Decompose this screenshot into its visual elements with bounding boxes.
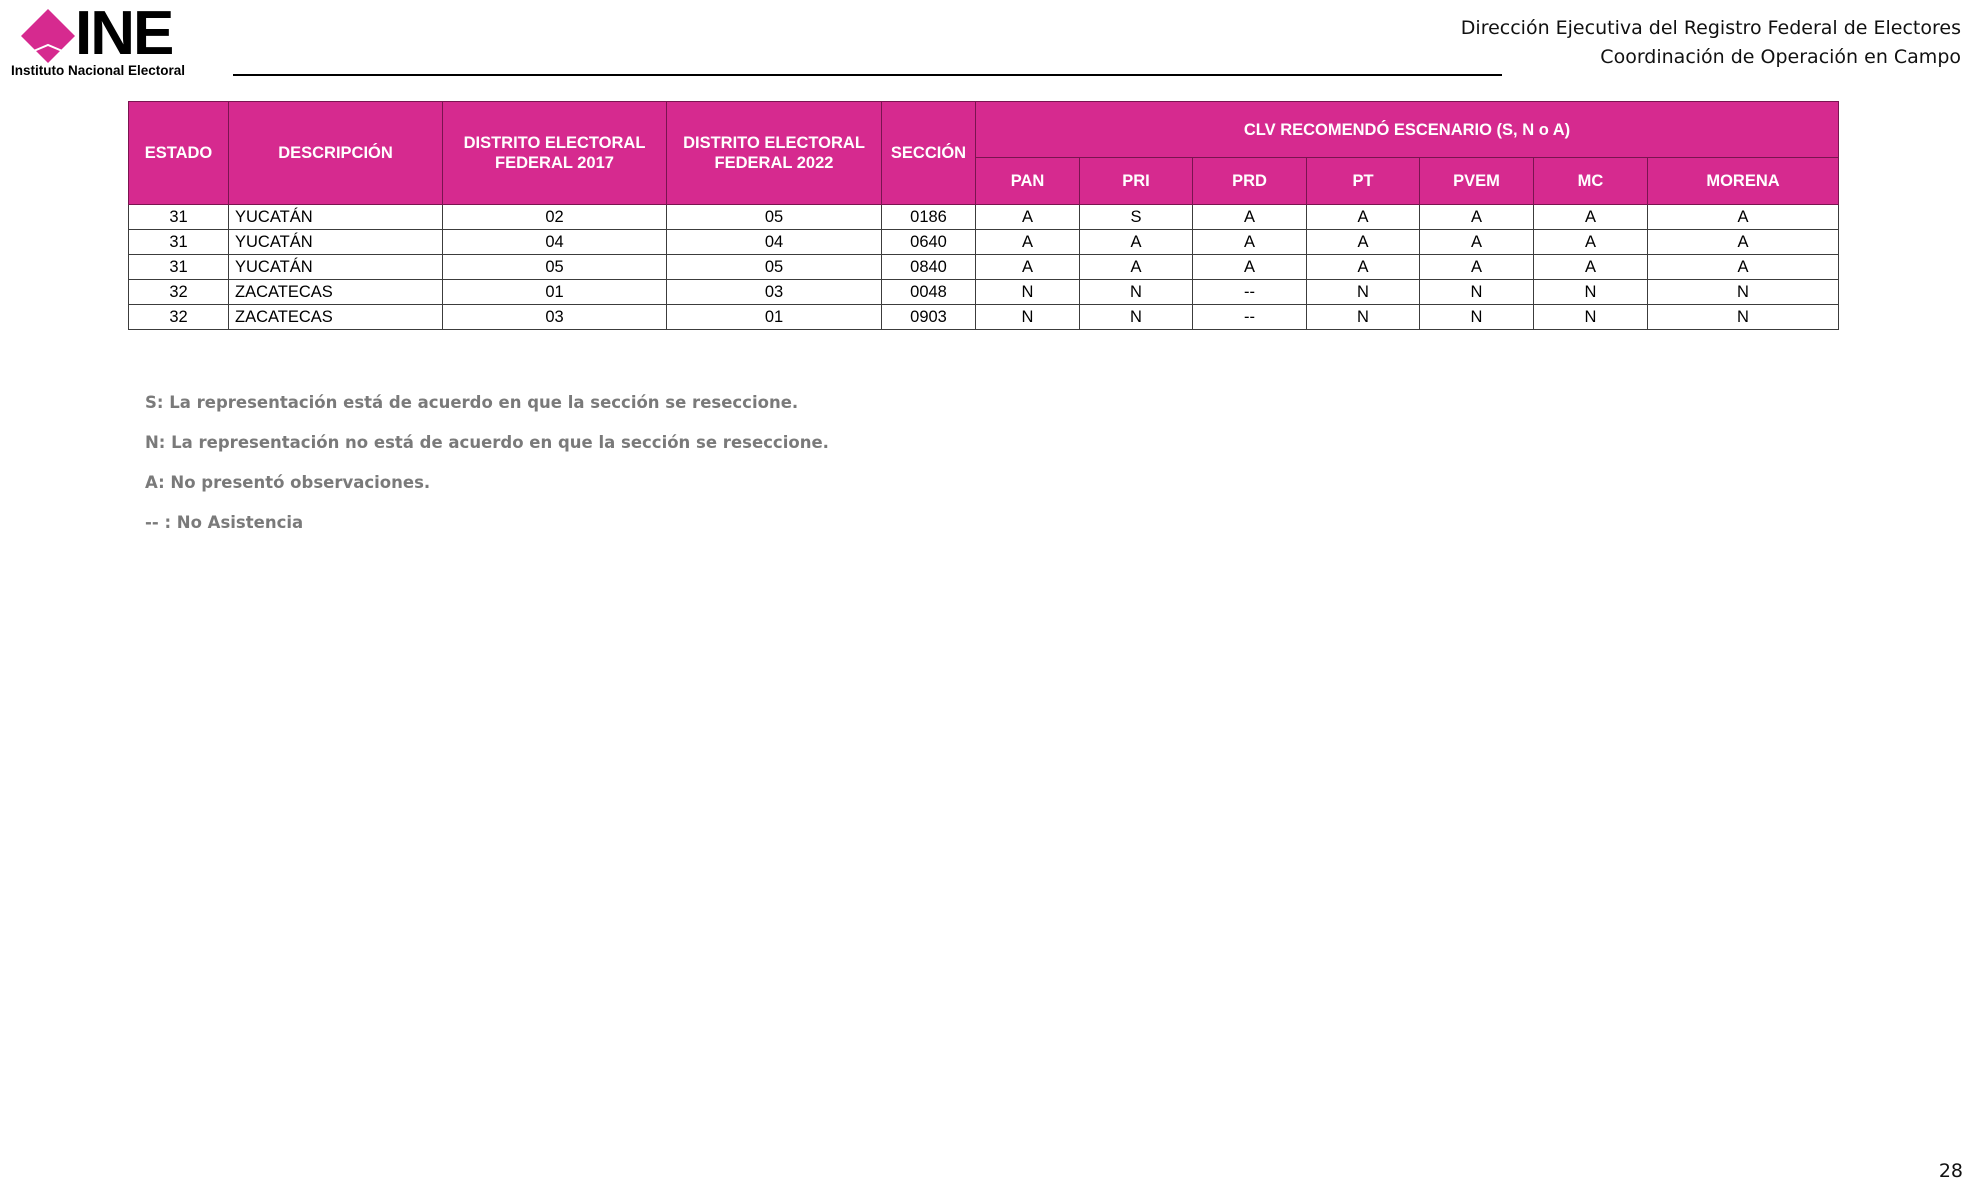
- cell-distrito-2022: 04: [667, 230, 882, 255]
- cell-morena: A: [1648, 255, 1839, 280]
- cell-pri: A: [1080, 230, 1193, 255]
- cell-mc: A: [1534, 230, 1648, 255]
- cell-prd: A: [1193, 255, 1307, 280]
- table-row: [129, 280, 1839, 305]
- legend-item-a: A: No presentó observaciones.: [145, 473, 431, 492]
- cell-pt: A: [1307, 255, 1420, 280]
- cell-mc: N: [1534, 305, 1648, 330]
- legend-item-s: S: La representación está de acuerdo en que la sección se reseccione.: [145, 393, 799, 412]
- cell-mc: A: [1534, 205, 1648, 230]
- col-header-group-clv: CLV RECOMENDÓ ESCENARIO (S, N o A): [976, 102, 1839, 158]
- col-header-pri: PRI: [1080, 158, 1193, 205]
- cell-pvem: A: [1420, 205, 1534, 230]
- cell-descripcion: ZACATECAS: [229, 280, 443, 305]
- header-line-2: Coordinación de Operación en Campo: [1600, 46, 1961, 68]
- cell-distrito-2022: 03: [667, 280, 882, 305]
- cell-descripcion: YUCATÁN: [229, 255, 443, 280]
- ine-logo: [9, 0, 239, 79]
- cell-distrito-2022: 01: [667, 305, 882, 330]
- cell-estado: 31: [129, 255, 229, 280]
- cell-seccion: 0640: [882, 230, 976, 255]
- cell-morena: A: [1648, 205, 1839, 230]
- cell-estado: 32: [129, 280, 229, 305]
- cell-prd: --: [1193, 280, 1307, 305]
- cell-estado: 31: [129, 230, 229, 255]
- cell-estado: 31: [129, 205, 229, 230]
- col-header-seccion: SECCIÓN: [882, 102, 976, 205]
- cell-descripcion: YUCATÁN: [229, 230, 443, 255]
- cell-prd: A: [1193, 230, 1307, 255]
- cell-pvem: N: [1420, 280, 1534, 305]
- cell-distrito-2017: 04: [443, 230, 667, 255]
- cell-descripcion: YUCATÁN: [229, 205, 443, 230]
- cell-pri: S: [1080, 205, 1193, 230]
- header-divider: [233, 74, 1502, 76]
- cell-morena: N: [1648, 305, 1839, 330]
- table-row: [129, 230, 1839, 255]
- cell-distrito-2017: 02: [443, 205, 667, 230]
- cell-distrito-2017: 01: [443, 280, 667, 305]
- diamond-logo-icon: [21, 9, 75, 63]
- cell-morena: A: [1648, 230, 1839, 255]
- table-header-row: [129, 102, 1839, 158]
- logo-wordmark: INE: [75, 0, 173, 68]
- cell-pvem: A: [1420, 230, 1534, 255]
- legend-item-n: N: La representación no está de acuerdo en que la sección se reseccione.: [145, 433, 829, 452]
- cell-pvem: A: [1420, 255, 1534, 280]
- col-header-distrito-2022: DISTRITO ELECTORAL FEDERAL 2022: [667, 102, 882, 205]
- legend-item-no-asistencia: -- : No Asistencia: [145, 513, 304, 532]
- cell-pt: N: [1307, 305, 1420, 330]
- col-header-pan: PAN: [976, 158, 1080, 205]
- logo-subtitle: Instituto Nacional Electoral: [11, 63, 186, 78]
- col-header-mc: MC: [1534, 158, 1648, 205]
- cell-mc: N: [1534, 280, 1648, 305]
- cell-pan: N: [976, 280, 1080, 305]
- cell-pt: N: [1307, 280, 1420, 305]
- cell-pri: A: [1080, 255, 1193, 280]
- col-header-pvem: PVEM: [1420, 158, 1534, 205]
- cell-pri: N: [1080, 280, 1193, 305]
- cell-mc: A: [1534, 255, 1648, 280]
- col-header-estado: ESTADO: [129, 102, 229, 205]
- legend: [145, 392, 829, 552]
- cell-prd: --: [1193, 305, 1307, 330]
- cell-pan: A: [976, 255, 1080, 280]
- cell-pt: A: [1307, 205, 1420, 230]
- col-header-distrito-2017: DISTRITO ELECTORAL FEDERAL 2017: [443, 102, 667, 205]
- results-table: [128, 101, 1839, 330]
- cell-seccion: 0903: [882, 305, 976, 330]
- table-row: [129, 255, 1839, 280]
- cell-distrito-2022: 05: [667, 205, 882, 230]
- header-line-1: Dirección Ejecutiva del Registro Federal de Electores: [1460, 17, 1961, 39]
- cell-morena: N: [1648, 280, 1839, 305]
- cell-pan: A: [976, 230, 1080, 255]
- cell-seccion: 0048: [882, 280, 976, 305]
- cell-descripcion: ZACATECAS: [229, 305, 443, 330]
- page-number: 28: [1938, 1160, 1963, 1182]
- cell-distrito-2017: 03: [443, 305, 667, 330]
- cell-pvem: N: [1420, 305, 1534, 330]
- col-header-descripcion: DESCRIPCIÓN: [229, 102, 443, 205]
- table-row: [129, 305, 1839, 330]
- cell-pan: N: [976, 305, 1080, 330]
- cell-distrito-2022: 05: [667, 255, 882, 280]
- col-header-prd: PRD: [1193, 158, 1307, 205]
- cell-seccion: 0186: [882, 205, 976, 230]
- table-row: [129, 205, 1839, 230]
- cell-pri: N: [1080, 305, 1193, 330]
- cell-prd: A: [1193, 205, 1307, 230]
- col-header-pt: PT: [1307, 158, 1420, 205]
- cell-seccion: 0840: [882, 255, 976, 280]
- cell-estado: 32: [129, 305, 229, 330]
- col-header-morena: MORENA: [1648, 158, 1839, 205]
- cell-pan: A: [976, 205, 1080, 230]
- cell-pt: A: [1307, 230, 1420, 255]
- header-org-text: [1461, 14, 1961, 72]
- cell-distrito-2017: 05: [443, 255, 667, 280]
